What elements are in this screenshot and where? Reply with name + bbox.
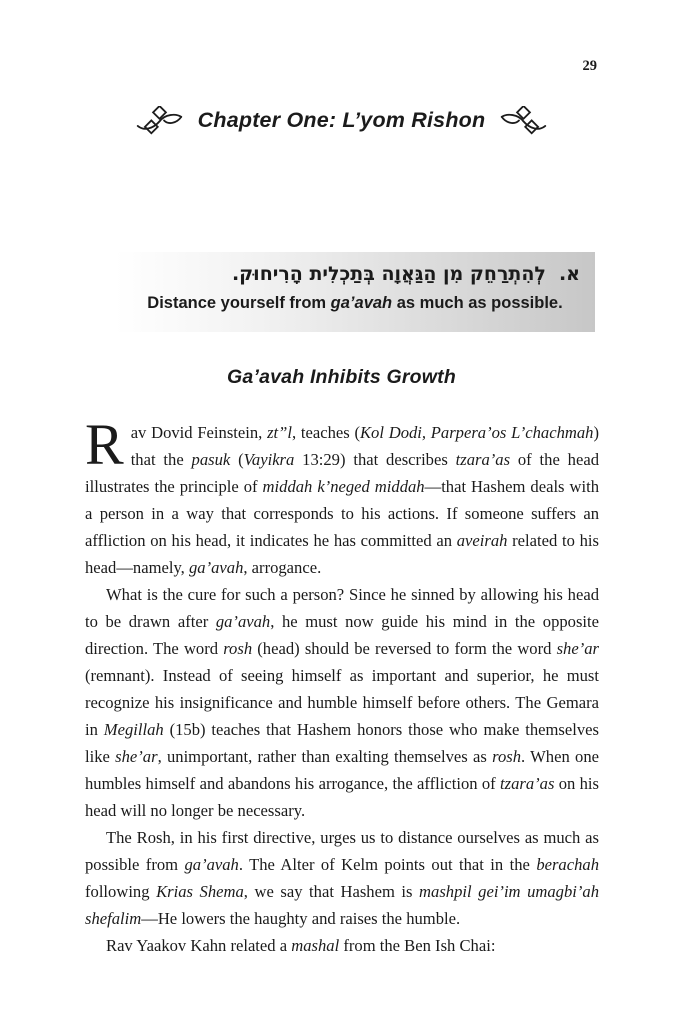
body-text <box>85 412 600 959</box>
directive-marker: א. <box>558 263 580 285</box>
paragraph-dropcap <box>85 412 599 581</box>
directive-hebrew-line <box>130 259 580 289</box>
section-heading: Ga’avah Inhibits Growth <box>227 366 456 388</box>
chapter-title: Chapter One: L’yom Rishon <box>197 108 486 132</box>
fleuron-right-icon <box>499 106 548 135</box>
paragraph: The Rosh, in his first directive, urges us to distance ourselves as much as possible from ga’avah. The Alter of Kelm points out that in the berachah following Krias Shema, we say that Hashem is mashpil gei’im umagbi’ah shefalim—He lowers the haughty and raises the humble. <box>85 828 599 928</box>
dropcap-letter: R <box>85 412 124 477</box>
chapter-heading <box>0 106 683 135</box>
fleuron-left-icon <box>135 106 184 135</box>
page-number: 29 <box>582 58 597 74</box>
directive-box <box>115 252 595 332</box>
paragraph: Rav Yaakov Kahn related a mashal from the Ben Ish Chai: <box>106 936 496 955</box>
paragraph: What is the cure for such a person? Since he sinned by allowing his head to be drawn after ga’avah, he must now guide his mind in the opposite direction. The word rosh (head) should be reversed to form the word she’ar (remnant). Instead of seeing himself as important and superior, he must recognize his insignificance and humble himself before others. The Gemara in Megillah (15b) teaches that Hashem honors those who make themselves like she’ar, unimportant, rather than exalting themselves as rosh. When one humbles himself and abandons his arrogance, the affliction of tzara’as on his head will no longer be necessary. <box>85 585 600 820</box>
directive-hebrew-text: לְהִתְרַחֵק מִן הַגַּאֲוָה בְּתַכְלִית הָרִיחוּק. <box>231 263 546 285</box>
directive-translation: Distance yourself from ga’avah as much as possible. <box>147 294 563 312</box>
paragraph-text: av Dovid Feinstein, zt”l, teaches (Kol Dodi, Parpera’os L’chachmah) that the pasuk (Vayikra 13:29) that describes tzara’as of the head illustrates the principle of middah k’neged middah—that Hashem deals with a person in a way that corresponds to his actions. If someone suffers an affliction on his head, it indicates he has committed an aveirah related to his head—namely, ga’avah, arrogance. <box>85 423 599 577</box>
